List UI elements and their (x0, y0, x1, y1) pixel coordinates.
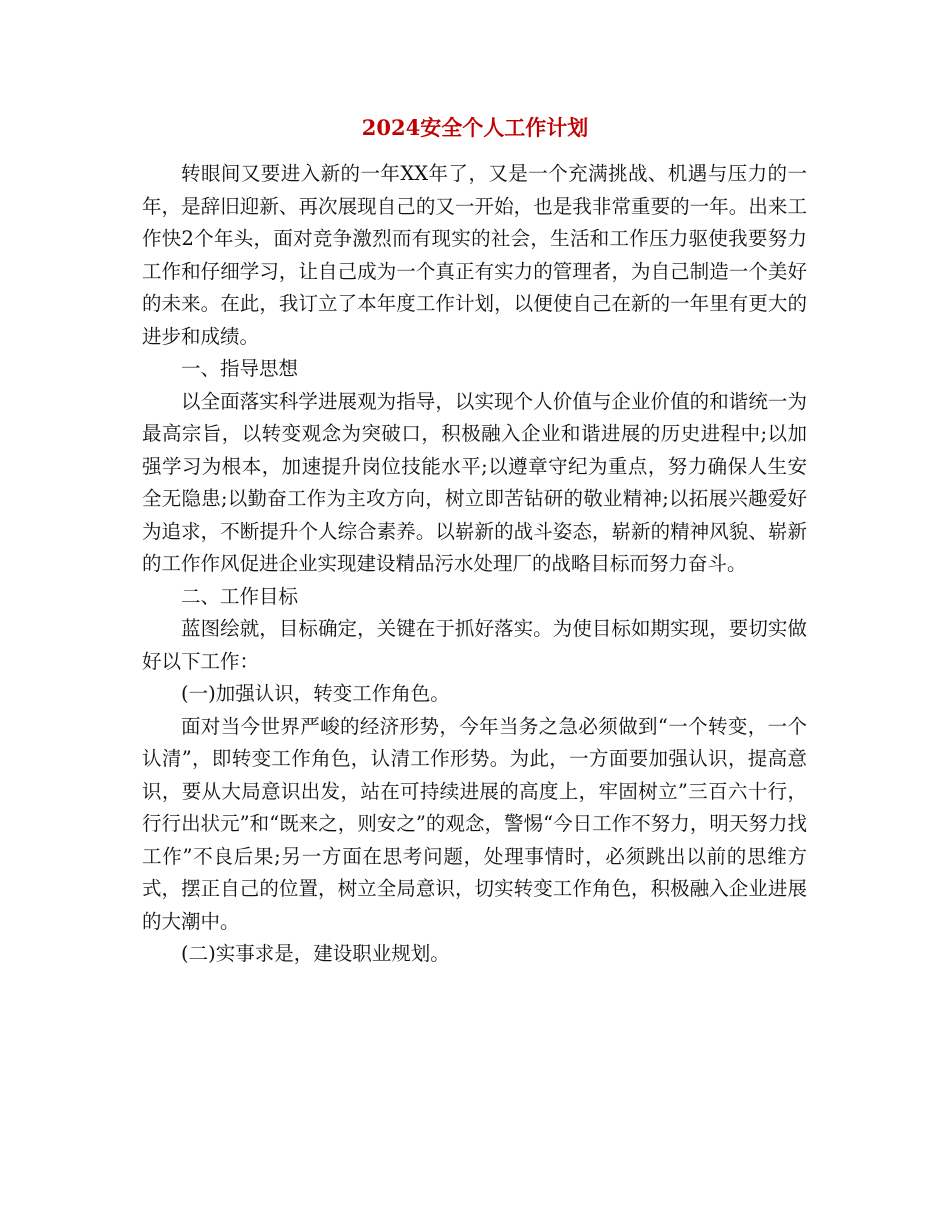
intro-paragraph: 转眼间又要进入新的一年XX年了，又是一个充满挑战、机遇与压力的一年，是辞旧迎新、再次展现自己的又一开始，也是我非常重要的一年。出来工作快2个年头，面对竞争激烈而有现实的社会，生活和工作压力驱使我要努力工作和仔细学习，让自己成为一个真正有实力的管理者，为自己制造一个美好的未来。在此，我订立了本年度工作计划，以便使自己在新的一年里有更大的进步和成绩。 (142, 162, 807, 348)
subsection-heading-1: (一)加强认识，转变工作角色。 (181, 682, 450, 705)
section-heading-guiding-ideology: 一、指导思想 (181, 357, 299, 380)
guiding-ideology-paragraph: 以全面落实科学进展观为指导，以实现个人价值与企业价值的和谐统一为最高宗旨，以转变观念为突破口，积极融入企业和谐进展的历史进程中;以加强学习为根本，加速提升岗位技能水平;以遵章守纪为重点，努力确保人生安全无隐患;以勤奋工作为主攻方向，树立即苦钻研的敬业精神;以拓展兴趣爱好为追求，不断提升个人综合素养。以崭新的战斗姿态，崭新的精神风貌、崭新的工作作风促进企业实现建设精品污水处理厂的战略目标而努力奋斗。 (142, 389, 807, 575)
document-body (142, 158, 807, 971)
work-goals-paragraph: 蓝图绘就，目标确定，关键在于抓好落实。为使目标如期实现，要切实做好以下工作： (142, 617, 807, 673)
subsection-1-paragraph: 面对当今世界严峻的经济形势，今年当务之急必须做到“一个转变，一个认清”，即转变工作角色，认清工作形势。为此，一方面要加强认识，提高意识，要从大局意识出发，站在可持续进展的高度上，牢固树立”三百六十行，行行出状元”和“既来之，则安之”的观念，警惕“今日工作不努力，明天努力找工作”不良后果;另一方面在思考问题，处理事情时，必须跳出以前的思维方式，摆正自己的位置，树立全局意识，切实转变工作角色，积极融入企业进展的大潮中。 (142, 714, 807, 933)
subsection-heading-2: (二)实事求是，建设职业规划。 (181, 942, 450, 965)
document-title: 2024安全个人工作计划 (361, 115, 589, 140)
section-heading-work-goals: 二、工作目标 (181, 584, 299, 608)
